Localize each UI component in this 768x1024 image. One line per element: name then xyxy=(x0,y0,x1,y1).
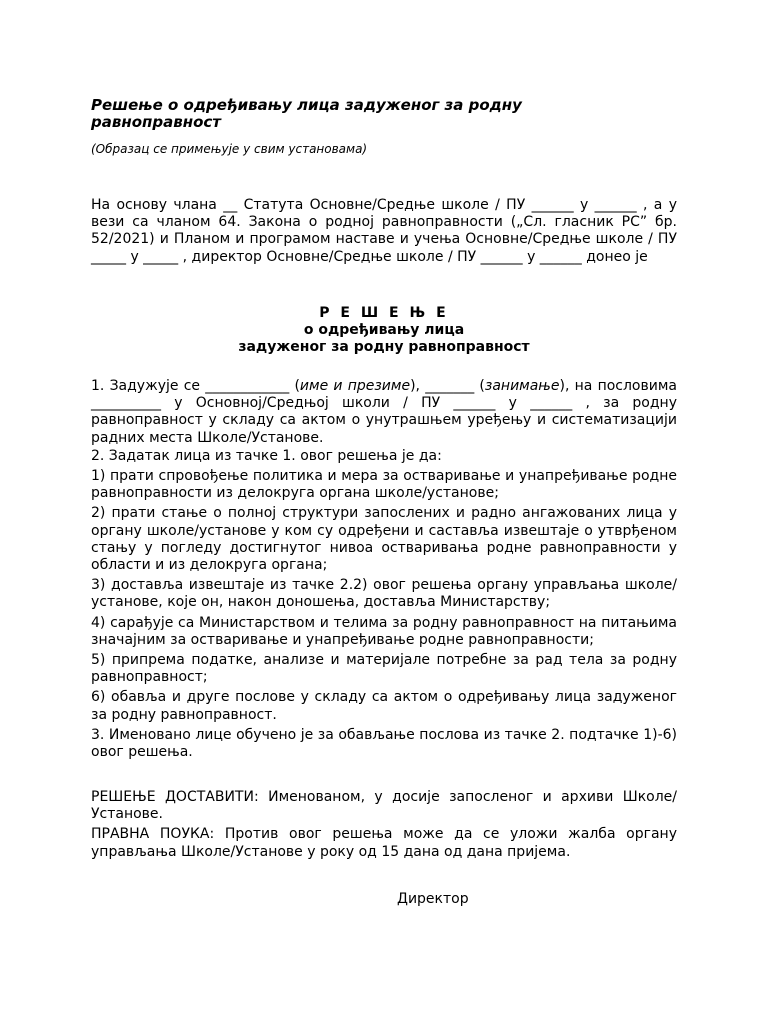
document-subtitle: (Образац се примењује у свим установама) xyxy=(91,142,368,156)
task-1: 1) прати спровођење политика и мера за остваривање и унапређивање родне равноправности из делокруга органа школе/установе; xyxy=(91,468,677,502)
item-1-part-b: ), _______ ( xyxy=(410,378,485,394)
signature-label: Директор xyxy=(397,891,469,907)
delivery-note: РЕШЕЊЕ ДОСТАВИТИ: Именованом, у досије запосленог и архиви Школе/Установе. xyxy=(91,789,677,823)
decision-body xyxy=(91,378,677,761)
closing-block xyxy=(91,789,677,861)
item-3: 3. Именовано лице обучено је за обављање послова из тачке 2. подтачке 1)-6) овог решења. xyxy=(91,726,677,761)
task-2: 2) прати стање о полној структури запослених и радно ангажованих лица у органу школе/установе у ком су одређени и саставља извештаје о утврђеном стању у погледу достигнутог нивоа остваривања родне равноправности у области и из делокруга органа; xyxy=(91,505,677,574)
task-5: 5) припрема податке, анализе и материјале потребне за рад тела за родну равноправност; xyxy=(91,652,677,686)
intro-paragraph: На основу члана __ Статута Основне/Средње школе / ПУ ______ у ______ , а у вези са чланом 64. Закона о родној равноправности („Сл. гласник РС” бр. 52/2021) и Планом и програмом наставе и учења Основне/Средње школе / ПУ _____ у _____ , директор Основне/Средње школе / ПУ ______ у ______ донео је xyxy=(91,197,677,265)
task-6: 6) обавља и друге послове у складу са актом о одређивању лица задуженог за родну равноправност. xyxy=(91,689,677,723)
task-4: 4) сарађује са Министарством и телима за родну равноправност на питањима значајним за остваривање и унапређивање родне равноправности; xyxy=(91,614,677,648)
legal-remedy: ПРАВНА ПОУКА: Против овог решења може да се уложи жалба органу управљања Школе/Установе у року од 15 дана од дана пријема. xyxy=(91,826,677,860)
document-title: Решење о одређивању лица задуженог за родну равноправност xyxy=(91,96,522,131)
decision-subheading-1: о одређивању лица xyxy=(303,322,465,338)
decision-heading-block xyxy=(91,305,677,356)
decision-subheading-2: задуженог за родну равноправност xyxy=(238,339,530,355)
item-1-part-c: ), на пословима __________ у Основној/Средњој школи / ПУ ______ у ______ , за родну равноправност у складу са актом о унутрашњем уређењу и систематизацији радних места Школе/Установе. xyxy=(91,378,677,446)
item-1-part-a: 1. Задужује се ____________ ( xyxy=(91,378,300,394)
decision-heading: Р Е Ш Е Њ Е xyxy=(319,305,449,321)
task-3: 3) доставља извештаје из тачке 2.2) овог решења органу управљања школе/установе, које он, након доношења, доставља Министарству; xyxy=(91,577,677,611)
item-1 xyxy=(91,378,677,447)
item-2: 2. Задатак лица из тачке 1. овог решења је да: xyxy=(91,447,442,464)
occupation-hint: занимање xyxy=(484,378,560,394)
name-hint: име и презиме xyxy=(299,378,411,394)
